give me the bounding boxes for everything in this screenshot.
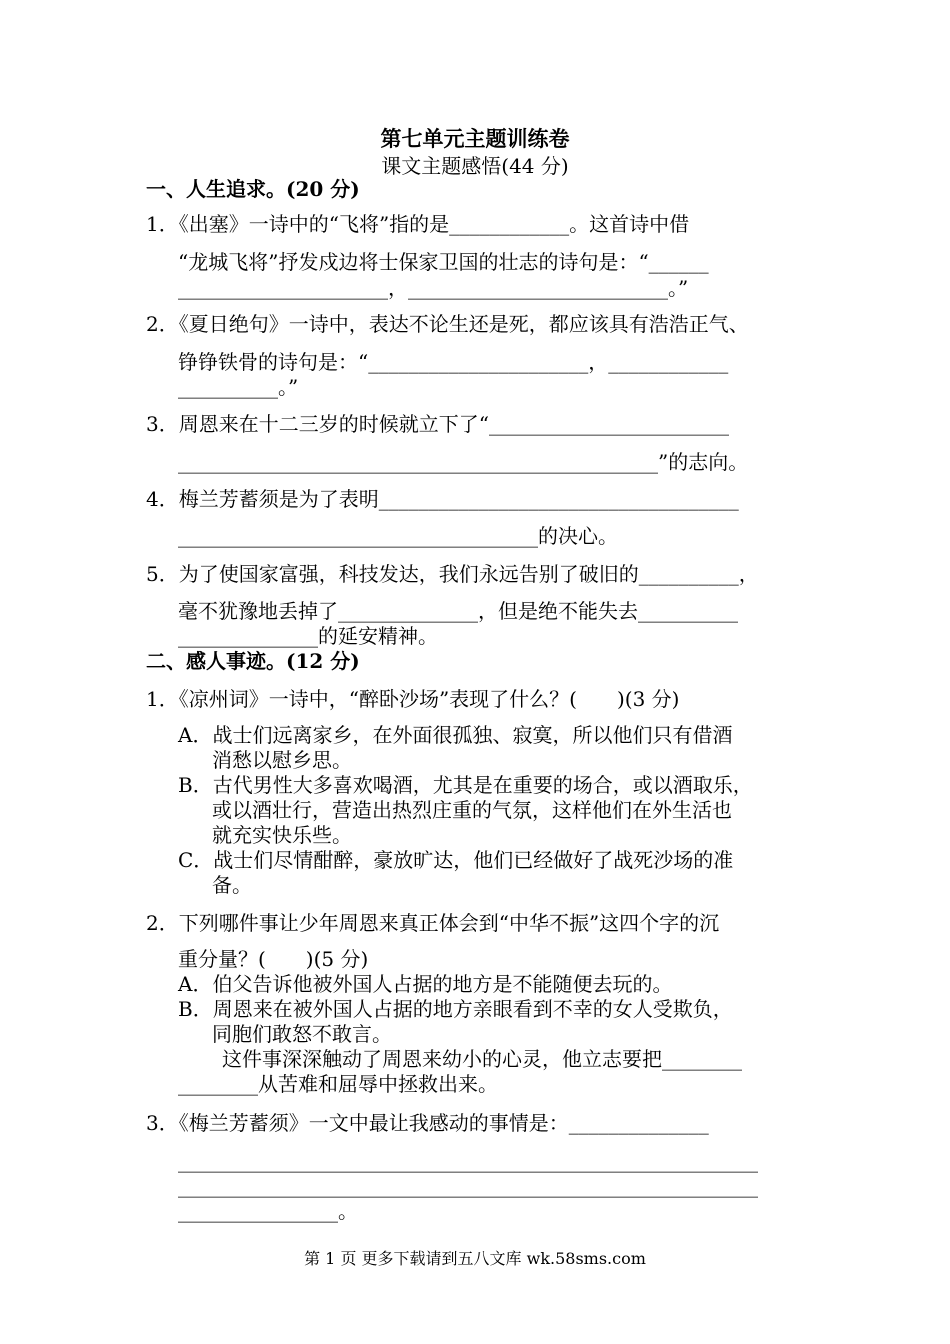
s1-q4-line2: ____________________________________的决心。 bbox=[178, 524, 618, 548]
s2-q3-line2: __________________________________________________________ bbox=[178, 1149, 758, 1173]
s2-q2-option-a-line1: A．伯父告诉他被外国人占据的地方是不能随便去玩的。 bbox=[178, 972, 673, 996]
s2-q3-line1: 3．《梅兰芳蓄须》一文中最让我感动的事情是：______________ bbox=[146, 1111, 709, 1135]
s2-q1-option-a-line1: A．战士们远离家乡，在外面很孤独、寂寞，所以他们只有借酒 bbox=[178, 723, 733, 747]
s2-q1-option-a-line2: 消愁以慰乡思。 bbox=[212, 748, 352, 772]
page-subtitle: 课文主题感悟(44 分) bbox=[381, 154, 569, 178]
s1-q5-line3: ______________的延安精神。 bbox=[178, 624, 438, 648]
page-footer: 第 1 页 更多下载请到五八文库 wk.58sms.com bbox=[304, 1249, 646, 1268]
s2-q1-option-c-line1: C．战士们尽情酣醉，豪放旷达，他们已经做好了战死沙场的准 bbox=[178, 848, 734, 872]
s2-q3-line3: __________________________________________________________ bbox=[178, 1174, 758, 1198]
s2-q1-stem: 1．《凉州词》一诗中，“醉卧沙场”表现了什么？( )(3 分) bbox=[146, 687, 680, 711]
s1-q5-line1: 5．为了使国家富强，科技发达，我们永远告别了破旧的__________， bbox=[146, 562, 759, 586]
s1-q2-line3: __________。” bbox=[178, 375, 299, 399]
s2-q1-option-c-line2: 备。 bbox=[212, 873, 252, 897]
s1-q1-line3: _____________________，__________________________。” bbox=[178, 276, 689, 300]
section1-heading: 一、人生追求。(20 分) bbox=[146, 177, 360, 201]
s2-q2-option-b-line1: B．周恩来在被外国人占据的地方亲眼看到不幸的女人受欺负， bbox=[178, 997, 733, 1021]
s1-q5-line2: 毫不犹豫地丢掉了______________，但是绝不能失去__________ bbox=[178, 599, 738, 623]
s1-q3-line2: ________________________________________________”的志向。 bbox=[178, 450, 749, 474]
s1-q2-line1: 2．《夏日绝句》一诗中，表达不论生还是死，都应该具有浩浩正气、 bbox=[146, 312, 749, 336]
section2-heading: 二、感人事迹。(12 分) bbox=[146, 649, 360, 673]
s2-q1-option-b-line2: 或以酒壮行，营造出热烈庄重的气氛，这样他们在外生活也 bbox=[212, 798, 732, 822]
s1-q4-line1: 4．梅兰芳蓄须是为了表明____________________________________ bbox=[146, 487, 739, 511]
s2-q2-fill-line2: ________从苦难和屈辱中拯救出来。 bbox=[178, 1072, 498, 1096]
s2-q2-fill-line1: 这件事深深触动了周恩来幼小的心灵，他立志要把________ bbox=[222, 1047, 742, 1071]
s2-q2-line2: 重分量？( )(5 分) bbox=[178, 947, 369, 971]
s1-q1-line1: 1．《出塞》一诗中的“飞将”指的是____________。这首诗中借 bbox=[146, 212, 690, 236]
s2-q2-line1: 2．下列哪件事让少年周恩来真正体会到“中华不振”这四个字的沉 bbox=[146, 911, 720, 935]
s1-q1-line2: “龙城飞将”抒发戍边将士保家卫国的壮志的诗句是：“______ bbox=[178, 250, 709, 274]
s1-q3-line1: 3．周恩来在十二三岁的时候就立下了“________________________ bbox=[146, 412, 729, 436]
s2-q1-option-b-line1: B．古代男性大多喜欢喝酒，尤其是在重要的场合，或以酒取乐， bbox=[178, 773, 753, 797]
s1-q2-line2: 铮铮铁骨的诗句是：“______________________，____________ bbox=[178, 350, 729, 374]
page-title: 第七单元主题训练卷 bbox=[380, 126, 570, 151]
s2-q2-option-b-line2: 同胞们敢怒不敢言。 bbox=[212, 1022, 392, 1046]
s2-q3-line4: ________________。 bbox=[178, 1199, 358, 1223]
s2-q1-option-b-line3: 就充实快乐些。 bbox=[212, 823, 352, 847]
